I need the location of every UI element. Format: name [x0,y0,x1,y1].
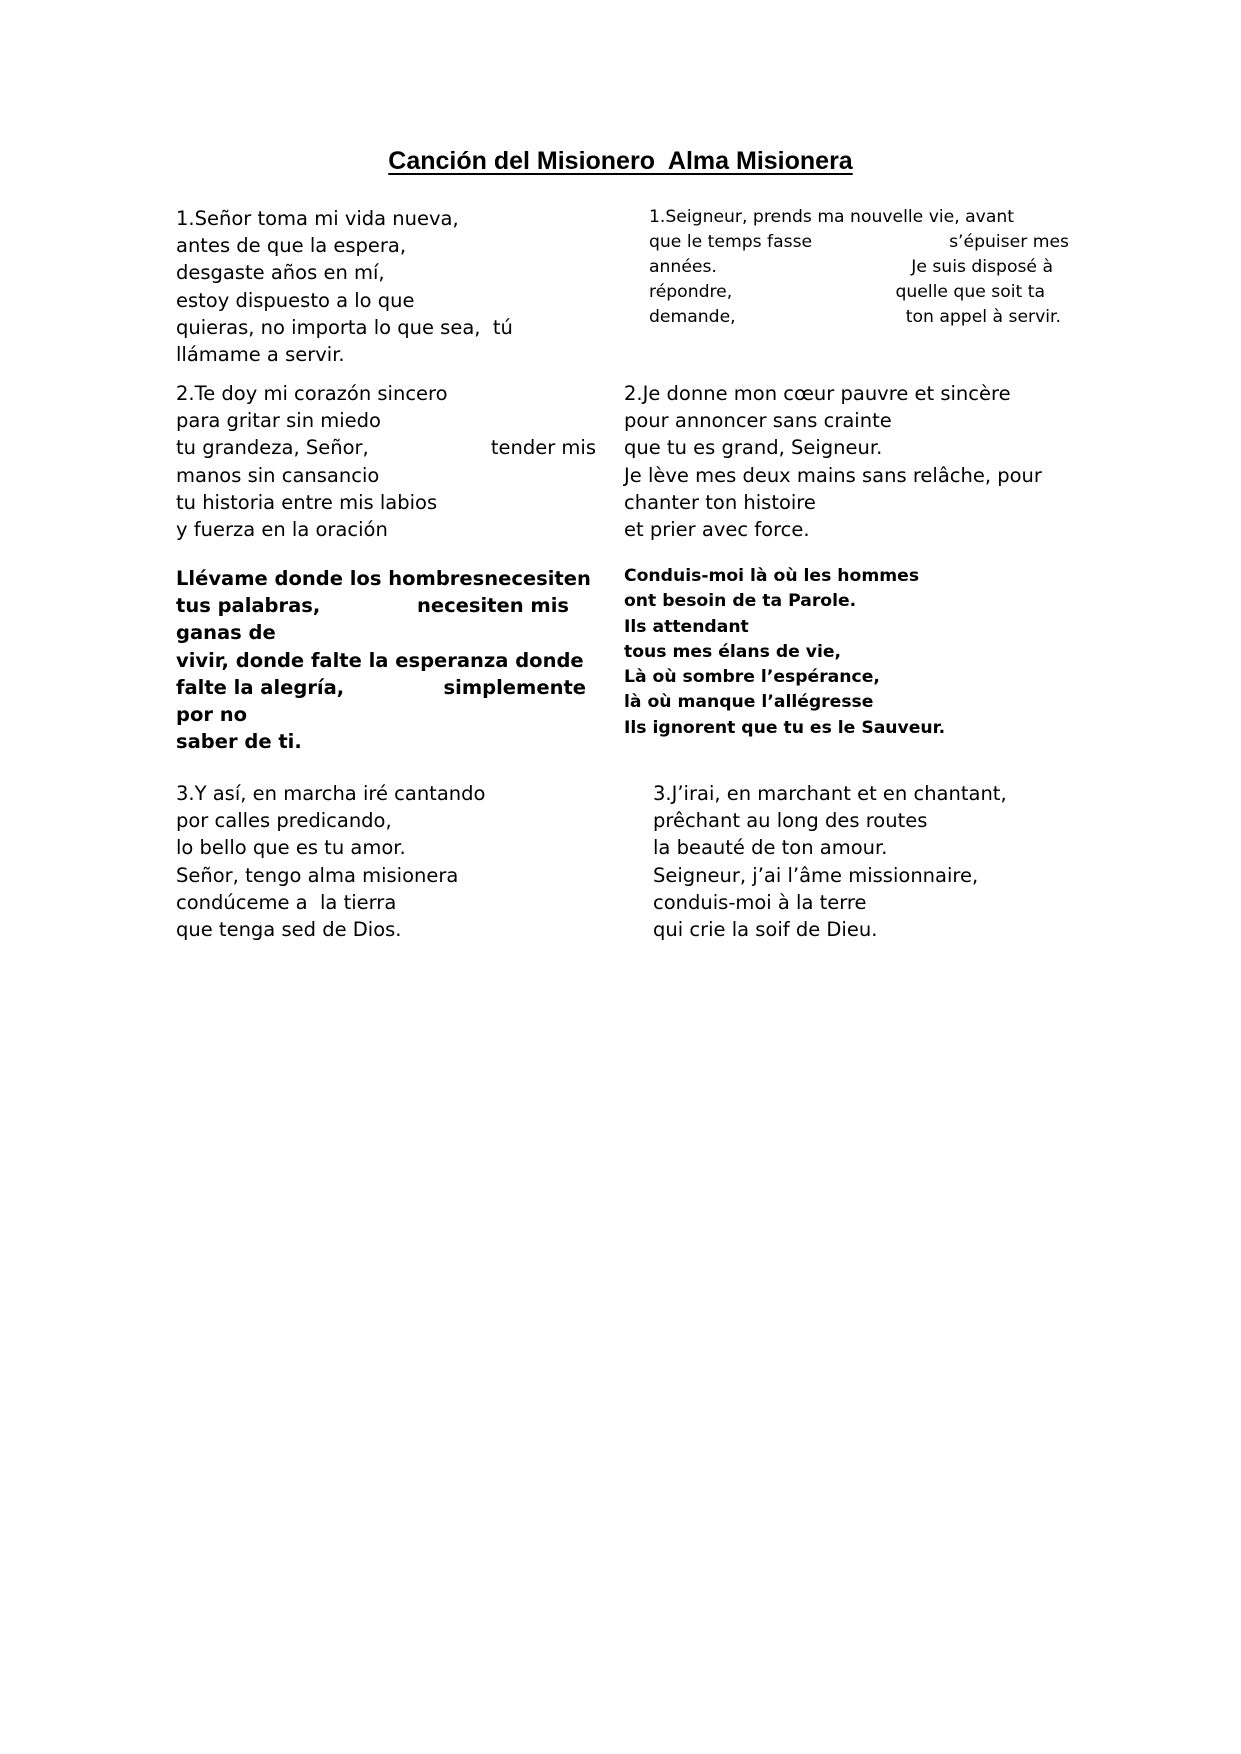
fr-verse-1 [649,205,1069,330]
fr-verse-2-line: chanter ton histoire [624,490,816,514]
es-chorus-line: ganas de [176,621,276,645]
es-chorus-text: necesiten [484,567,591,590]
es-verse-1-line: desgaste años en mí, [176,261,385,285]
es-chorus-line: saber de ti. [176,730,302,754]
es-verse-2-line: y fuerza en la oración [176,517,388,541]
fr-verse-3-line: qui crie la soif de Dieu. [653,917,878,941]
fr-verse-1-text: années. [649,257,717,277]
es-verse-1-line: antes de que la espera, [176,234,407,258]
es-verse-1-line: quieras, no importa lo que sea, tú [176,315,513,339]
fr-verse-3-line: 3.J’irai, en marchant et en chantant, [653,782,1007,805]
es-verse-1-line: 1.Señor toma mi vida nueva, [176,207,459,230]
fr-chorus-line: Là où sombre l’espérance, [624,667,880,688]
fr-verse-1-text: s’épuiser mes [949,232,1069,252]
fr-chorus-line: Ils ignorent que tu es le Sauveur. [624,717,946,738]
es-chorus-line: por no [176,702,248,726]
es-chorus-text: tus palabras, [176,594,321,618]
fr-verse-1-line [649,230,1069,255]
fr-verse-2 [624,380,1064,543]
fr-verse-2-line: 2.Je donne mon cœur pauvre et sincère [624,382,1011,405]
fr-verse-1-line [649,255,1053,280]
es-verse-3-line: lo bello que es tu amor. [176,836,406,860]
fr-verse-2-line: pour annoncer sans crainte [624,409,892,433]
fr-verse-1-text: demande, [649,307,736,327]
fr-verse-1-line: 1.Seigneur, prends ma nouvelle vie, avant [649,207,1015,227]
es-chorus-line: vivir, donde falte la esperanza donde [176,648,584,672]
fr-chorus-line: tous mes élans de vie, [624,641,842,662]
es-verse-2-line: 2.Te doy mi corazón sincero [176,382,448,405]
es-verse-3-line: que tenga sed de Dios. [176,917,402,941]
fr-verse-3-line: Seigneur, j’ai l’âme missionnaire, [653,863,979,887]
es-verse-3-line: condúceme a la tierra [176,890,397,914]
fr-chorus-line: là où manque l’allégresse [624,692,874,713]
fr-verse-3 [653,780,1073,943]
es-chorus-line [176,592,569,619]
es-verse-3-line: 3.Y así, en marcha iré cantando [176,782,486,805]
es-verse-2-line [176,434,596,461]
fr-verse-1-text: ton appel à servir. [905,307,1061,327]
es-verse-1 [176,205,536,368]
es-verse-1-line: estoy dispuesto a lo que [176,288,415,312]
es-verse-2 [176,380,596,543]
fr-chorus-line: Ils attendant [624,616,749,637]
es-chorus [176,565,591,755]
es-verse-2-line: manos sin cansancio [176,463,380,487]
es-verse-2-line: tu historia entre mis labios [176,490,438,514]
es-verse-3-line: Señor, tengo alma misionera [176,863,459,887]
es-chorus-text: necesiten mis [416,594,569,618]
es-verse-2-line: para gritar sin miedo [176,409,381,433]
es-chorus-line [176,674,586,701]
es-chorus-text: falte la alegría, [176,675,345,699]
es-verse-3 [176,780,576,943]
es-verse-2-text: tu grandeza, Señor, [176,436,369,460]
fr-verse-2-line: que tu es grand, Seigneur. [624,436,883,460]
fr-verse-3-line: la beauté de ton amour. [653,836,888,860]
fr-verse-2-line: et prier avec force. [624,517,810,541]
fr-verse-3-line: prêchant au long des routes [653,809,928,833]
fr-verse-1-line [649,305,1061,330]
fr-verse-1-text: quelle que soit ta [895,282,1045,302]
fr-chorus-line: ont besoin de ta Parole. [624,591,857,612]
fr-verse-1-text: Je suis disposé à [911,257,1053,277]
es-chorus-line [176,565,591,592]
fr-verse-1-line [649,280,1045,305]
es-verse-2-text: tender mis [490,436,596,460]
fr-verse-1-text: répondre, [649,282,733,302]
fr-chorus [624,564,1064,741]
fr-chorus-line: Conduis-moi là où les hommes [624,566,920,586]
fr-verse-2-line: Je lève mes deux mains sans relâche, pour [624,463,1042,487]
song-title: Canción del Misionero Alma Misionera [388,147,853,175]
es-verse-3-line: por calles predicando, [176,809,392,833]
es-chorus-text: simplemente [443,675,586,699]
es-verse-1-line: llámame a servir. [176,342,345,366]
es-chorus-text: Llévame donde los hombres [176,567,485,590]
fr-verse-1-text: que le temps fasse [649,232,813,252]
fr-verse-3-line: conduis-moi à la terre [653,890,867,914]
